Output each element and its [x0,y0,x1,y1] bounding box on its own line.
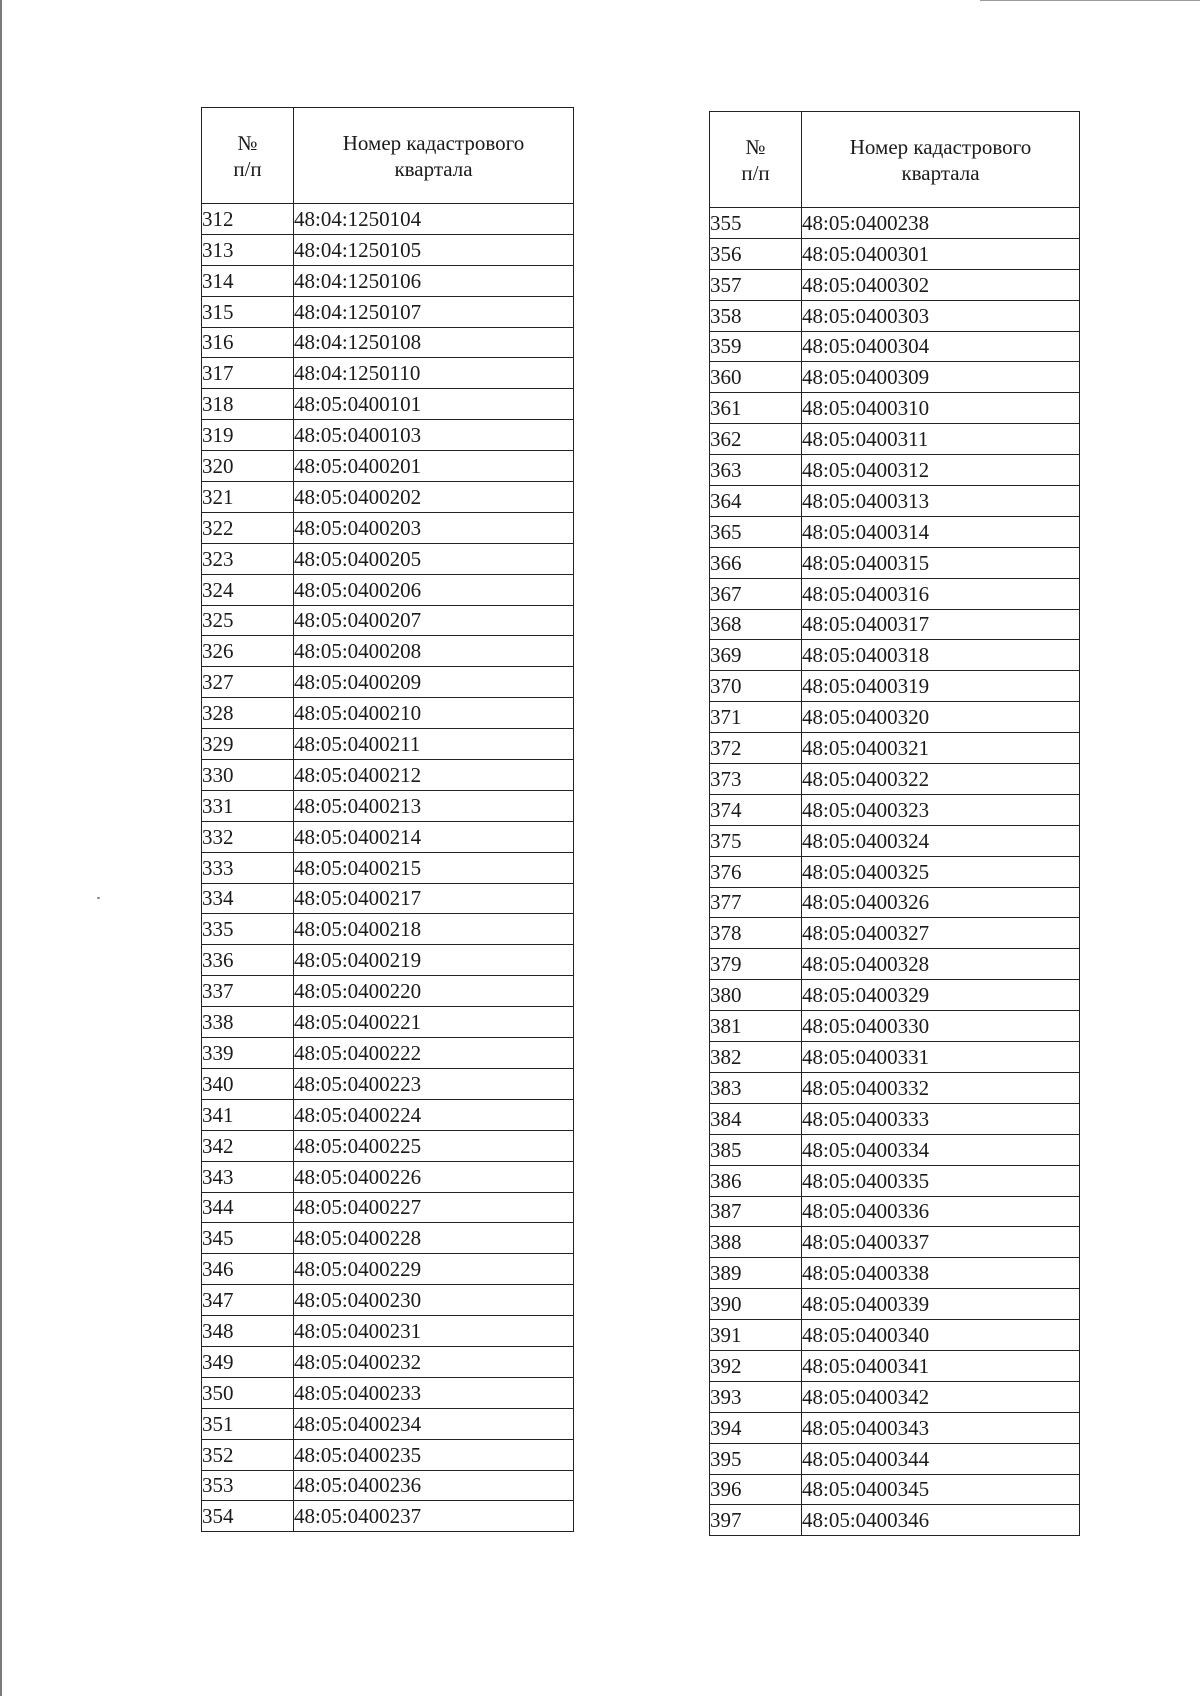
table-row [710,1103,1080,1134]
cadastral-number-cell: 48:05:0400342 [802,1381,1080,1412]
row-number-cell: 319 [202,420,294,451]
row-number-cell: 389 [710,1258,802,1289]
cadastral-number-cell: 48:05:0400222 [294,1038,574,1069]
header-cadastral-line1: Номер кадастрового [342,130,525,155]
table-row [710,300,1080,331]
cadastral-number-cell: 48:05:0400325 [802,856,1080,887]
table-row [202,1161,574,1192]
table-row [710,949,1080,980]
row-number-cell: 357 [710,269,802,300]
table-row [202,482,574,513]
table-row [710,1072,1080,1103]
row-number-cell: 336 [202,945,294,976]
row-number-cell: 352 [202,1439,294,1470]
table-row [202,1316,574,1347]
row-number-cell: 390 [710,1289,802,1320]
row-number-cell: 314 [202,265,294,296]
table-row [202,1470,574,1501]
cadastral-number-cell: 48:05:0400230 [294,1285,574,1316]
table-row [202,698,574,729]
row-number-cell: 332 [202,821,294,852]
row-number-cell: 397 [710,1505,802,1536]
row-number-cell: 323 [202,543,294,574]
cadastral-number-cell: 48:05:0400218 [294,914,574,945]
table-row [202,1007,574,1038]
header-number-sign: № [237,130,258,155]
row-number-cell: 386 [710,1165,802,1196]
row-number-cell: 349 [202,1346,294,1377]
cadastral-number-cell: 48:05:0400208 [294,636,574,667]
row-number-cell: 313 [202,234,294,265]
cadastral-number-cell: 48:05:0400329 [802,980,1080,1011]
row-number-cell: 346 [202,1254,294,1285]
cadastral-number-cell: 48:05:0400220 [294,976,574,1007]
row-number-cell: 394 [710,1412,802,1443]
cadastral-table-left [201,107,574,1532]
cadastral-number-cell: 48:05:0400207 [294,605,574,636]
cadastral-number-cell: 48:05:0400233 [294,1377,574,1408]
cadastral-number-cell: 48:05:0400229 [294,1254,574,1285]
cadastral-number-cell: 48:05:0400332 [802,1072,1080,1103]
cadastral-number-cell: 48:05:0400339 [802,1289,1080,1320]
cadastral-number-cell: 48:05:0400231 [294,1316,574,1347]
table-row [710,1320,1080,1351]
row-number-cell: 343 [202,1161,294,1192]
row-number-cell: 376 [710,856,802,887]
row-number-cell: 354 [202,1501,294,1532]
cadastral-number-cell: 48:04:1250105 [294,234,574,265]
cadastral-number-cell: 48:05:0400225 [294,1130,574,1161]
row-number-cell: 331 [202,790,294,821]
row-number-cell: 339 [202,1038,294,1069]
table-row [710,1165,1080,1196]
scan-edge-left [0,0,2,1696]
row-number-cell: 381 [710,1011,802,1042]
cadastral-number-cell: 48:05:0400203 [294,512,574,543]
cadastral-number-cell: 48:05:0400323 [802,794,1080,825]
cadastral-number-cell: 48:05:0400212 [294,760,574,791]
header-cadastral-cell [294,108,574,204]
cadastral-number-cell: 48:05:0400331 [802,1042,1080,1073]
table-row [710,1443,1080,1474]
row-number-cell: 373 [710,764,802,795]
row-number-cell: 378 [710,918,802,949]
table-row [710,1196,1080,1227]
cadastral-number-cell: 48:05:0400324 [802,825,1080,856]
row-number-cell: 368 [710,609,802,640]
table-row [202,451,574,482]
row-number-cell: 380 [710,980,802,1011]
cadastral-number-cell: 48:05:0400210 [294,698,574,729]
table-row [710,331,1080,362]
cadastral-number-cell: 48:05:0400221 [294,1007,574,1038]
table-row [202,605,574,636]
cadastral-number-cell: 48:05:0400315 [802,547,1080,578]
table-row [710,1042,1080,1073]
table-row [710,424,1080,455]
row-number-cell: 360 [710,362,802,393]
table-row [202,760,574,791]
row-number-cell: 321 [202,482,294,513]
cadastral-number-cell: 48:05:0400340 [802,1320,1080,1351]
table-row [202,234,574,265]
cadastral-number-cell: 48:05:0400326 [802,887,1080,918]
table-row [710,269,1080,300]
cadastral-number-cell: 48:05:0400226 [294,1161,574,1192]
header-cadastral-line2: квартала [901,160,980,185]
header-number-sign: № [745,134,766,159]
row-number-cell: 374 [710,794,802,825]
cadastral-number-cell: 48:05:0400223 [294,1068,574,1099]
table-row [202,358,574,389]
table-row [202,945,574,976]
cadastral-number-cell: 48:05:0400330 [802,1011,1080,1042]
row-number-cell: 364 [710,486,802,517]
row-number-cell: 322 [202,512,294,543]
table-row [710,486,1080,517]
table-row [202,574,574,605]
row-number-cell: 348 [202,1316,294,1347]
row-number-cell: 324 [202,574,294,605]
table-row [202,790,574,821]
table-row [710,1474,1080,1505]
table-row [710,1350,1080,1381]
row-number-cell: 312 [202,204,294,235]
table-row [710,1381,1080,1412]
cadastral-number-cell: 48:05:0400343 [802,1412,1080,1443]
header-cadastral-cell [802,112,1080,208]
cadastral-number-cell: 48:05:0400303 [802,300,1080,331]
scan-speck [97,897,100,899]
table-row [202,543,574,574]
row-number-cell: 384 [710,1103,802,1134]
table-row [710,1412,1080,1443]
row-number-cell: 350 [202,1377,294,1408]
row-number-cell: 391 [710,1320,802,1351]
table-row [710,702,1080,733]
row-number-cell: 377 [710,887,802,918]
cadastral-number-cell: 48:05:0400341 [802,1350,1080,1381]
row-number-cell: 393 [710,1381,802,1412]
table-row [710,980,1080,1011]
table-row [202,1501,574,1532]
row-number-cell: 382 [710,1042,802,1073]
table-row [710,1505,1080,1536]
row-number-cell: 320 [202,451,294,482]
row-number-cell: 385 [710,1134,802,1165]
cadastral-number-cell: 48:05:0400316 [802,578,1080,609]
header-cadastral-line1: Номер кадастрового [849,134,1032,159]
table-row [202,265,574,296]
cadastral-number-cell: 48:05:0400301 [802,238,1080,269]
cadastral-number-cell: 48:05:0400334 [802,1134,1080,1165]
row-number-cell: 358 [710,300,802,331]
cadastral-number-cell: 48:05:0400312 [802,455,1080,486]
table-row [202,420,574,451]
header-number-cell [202,108,294,204]
table-row [710,1011,1080,1042]
row-number-cell: 387 [710,1196,802,1227]
cadastral-number-cell: 48:04:1250107 [294,296,574,327]
header-number-abbrev: п/п [233,156,262,181]
header-number-cell [710,112,802,208]
header-cadastral-line2: квартала [394,156,473,181]
table-row [710,733,1080,764]
row-number-cell: 392 [710,1350,802,1381]
row-number-cell: 345 [202,1223,294,1254]
table-row [710,1227,1080,1258]
row-number-cell: 359 [710,331,802,362]
row-number-cell: 329 [202,729,294,760]
cadastral-number-cell: 48:05:0400224 [294,1099,574,1130]
row-number-cell: 371 [710,702,802,733]
cadastral-number-cell: 48:05:0400219 [294,945,574,976]
cadastral-number-cell: 48:05:0400319 [802,671,1080,702]
cadastral-number-cell: 48:05:0400103 [294,420,574,451]
cadastral-number-cell: 48:05:0400322 [802,764,1080,795]
row-number-cell: 356 [710,238,802,269]
row-number-cell: 365 [710,516,802,547]
table-row [202,1192,574,1223]
cadastral-number-cell: 48:05:0400327 [802,918,1080,949]
table-row [710,455,1080,486]
cadastral-number-cell: 48:05:0400309 [802,362,1080,393]
table-row [202,1439,574,1470]
row-number-cell: 326 [202,636,294,667]
row-number-cell: 328 [202,698,294,729]
cadastral-number-cell: 48:05:0400321 [802,733,1080,764]
cadastral-number-cell: 48:05:0400314 [802,516,1080,547]
table-row [202,1068,574,1099]
table-row [202,667,574,698]
cadastral-number-cell: 48:05:0400336 [802,1196,1080,1227]
table-row [202,1038,574,1069]
table-row [710,1289,1080,1320]
table-row [710,764,1080,795]
row-number-cell: 316 [202,327,294,358]
cadastral-number-cell: 48:04:1250104 [294,204,574,235]
cadastral-number-cell: 48:05:0400202 [294,482,574,513]
row-number-cell: 369 [710,640,802,671]
table-row [710,1258,1080,1289]
table-row [710,578,1080,609]
cadastral-number-cell: 48:05:0400302 [802,269,1080,300]
cadastral-number-cell: 48:05:0400338 [802,1258,1080,1289]
table-row [710,794,1080,825]
cadastral-number-cell: 48:05:0400304 [802,331,1080,362]
table-row [202,1408,574,1439]
table-row [710,238,1080,269]
table-row [710,825,1080,856]
row-number-cell: 334 [202,883,294,914]
row-number-cell: 333 [202,852,294,883]
cadastral-number-cell: 48:05:0400234 [294,1408,574,1439]
row-number-cell: 379 [710,949,802,980]
row-number-cell: 341 [202,1099,294,1130]
table-row [202,389,574,420]
table-row [202,204,574,235]
row-number-cell: 353 [202,1470,294,1501]
cadastral-number-cell: 48:05:0400335 [802,1165,1080,1196]
row-number-cell: 395 [710,1443,802,1474]
cadastral-number-cell: 48:05:0400238 [802,208,1080,239]
cadastral-number-cell: 48:05:0400206 [294,574,574,605]
table-header-row [202,108,574,204]
table-body-left [202,204,574,1532]
table-row [710,393,1080,424]
cadastral-number-cell: 48:05:0400214 [294,821,574,852]
scan-edge-top [980,0,1200,1]
row-number-cell: 325 [202,605,294,636]
row-number-cell: 347 [202,1285,294,1316]
row-number-cell: 338 [202,1007,294,1038]
cadastral-number-cell: 48:05:0400236 [294,1470,574,1501]
table-row [202,976,574,1007]
cadastral-number-cell: 48:05:0400328 [802,949,1080,980]
cadastral-number-cell: 48:05:0400217 [294,883,574,914]
cadastral-number-cell: 48:05:0400205 [294,543,574,574]
table-row [202,914,574,945]
table-body-right [710,208,1080,1536]
row-number-cell: 340 [202,1068,294,1099]
table-row [710,362,1080,393]
row-number-cell: 344 [202,1192,294,1223]
table-row [202,1346,574,1377]
table-row [202,883,574,914]
row-number-cell: 335 [202,914,294,945]
row-number-cell: 330 [202,760,294,791]
row-number-cell: 327 [202,667,294,698]
table-row [710,856,1080,887]
cadastral-number-cell: 48:05:0400333 [802,1103,1080,1134]
row-number-cell: 337 [202,976,294,1007]
row-number-cell: 318 [202,389,294,420]
cadastral-number-cell: 48:05:0400213 [294,790,574,821]
cadastral-number-cell: 48:04:1250106 [294,265,574,296]
cadastral-number-cell: 48:05:0400346 [802,1505,1080,1536]
table-row [202,1223,574,1254]
row-number-cell: 366 [710,547,802,578]
table-row [202,1285,574,1316]
cadastral-number-cell: 48:05:0400345 [802,1474,1080,1505]
row-number-cell: 396 [710,1474,802,1505]
cadastral-number-cell: 48:05:0400311 [802,424,1080,455]
table-row [710,640,1080,671]
cadastral-number-cell: 48:05:0400235 [294,1439,574,1470]
table-row [710,671,1080,702]
cadastral-number-cell: 48:05:0400310 [802,393,1080,424]
row-number-cell: 372 [710,733,802,764]
cadastral-number-cell: 48:05:0400215 [294,852,574,883]
table-row [202,1254,574,1285]
row-number-cell: 355 [710,208,802,239]
table-header-row [710,112,1080,208]
table-row [202,1377,574,1408]
table-row [202,636,574,667]
cadastral-number-cell: 48:04:1250108 [294,327,574,358]
cadastral-number-cell: 48:05:0400344 [802,1443,1080,1474]
cadastral-number-cell: 48:05:0400320 [802,702,1080,733]
row-number-cell: 388 [710,1227,802,1258]
row-number-cell: 363 [710,455,802,486]
cadastral-number-cell: 48:05:0400228 [294,1223,574,1254]
table-row [202,1099,574,1130]
cadastral-number-cell: 48:05:0400313 [802,486,1080,517]
table-row [710,1134,1080,1165]
cadastral-number-cell: 48:05:0400209 [294,667,574,698]
row-number-cell: 367 [710,578,802,609]
row-number-cell: 315 [202,296,294,327]
cadastral-number-cell: 48:05:0400318 [802,640,1080,671]
row-number-cell: 317 [202,358,294,389]
table-row [202,1130,574,1161]
row-number-cell: 362 [710,424,802,455]
cadastral-number-cell: 48:05:0400201 [294,451,574,482]
cadastral-number-cell: 48:05:0400211 [294,729,574,760]
cadastral-number-cell: 48:05:0400237 [294,1501,574,1532]
row-number-cell: 370 [710,671,802,702]
cadastral-number-cell: 48:05:0400232 [294,1346,574,1377]
table-row [710,516,1080,547]
row-number-cell: 342 [202,1130,294,1161]
cadastral-table-right [709,111,1080,1536]
table-row [710,887,1080,918]
table-row [710,918,1080,949]
table-row [202,512,574,543]
table-row [710,547,1080,578]
cadastral-number-cell: 48:05:0400101 [294,389,574,420]
header-number-abbrev: п/п [741,160,770,185]
row-number-cell: 351 [202,1408,294,1439]
table-row [202,327,574,358]
cadastral-number-cell: 48:05:0400227 [294,1192,574,1223]
table-row [202,821,574,852]
cadastral-number-cell: 48:05:0400317 [802,609,1080,640]
table-row [710,208,1080,239]
table-row [202,729,574,760]
table-row [202,852,574,883]
cadastral-number-cell: 48:04:1250110 [294,358,574,389]
row-number-cell: 361 [710,393,802,424]
row-number-cell: 375 [710,825,802,856]
table-row [710,609,1080,640]
row-number-cell: 383 [710,1072,802,1103]
table-row [202,296,574,327]
cadastral-number-cell: 48:05:0400337 [802,1227,1080,1258]
